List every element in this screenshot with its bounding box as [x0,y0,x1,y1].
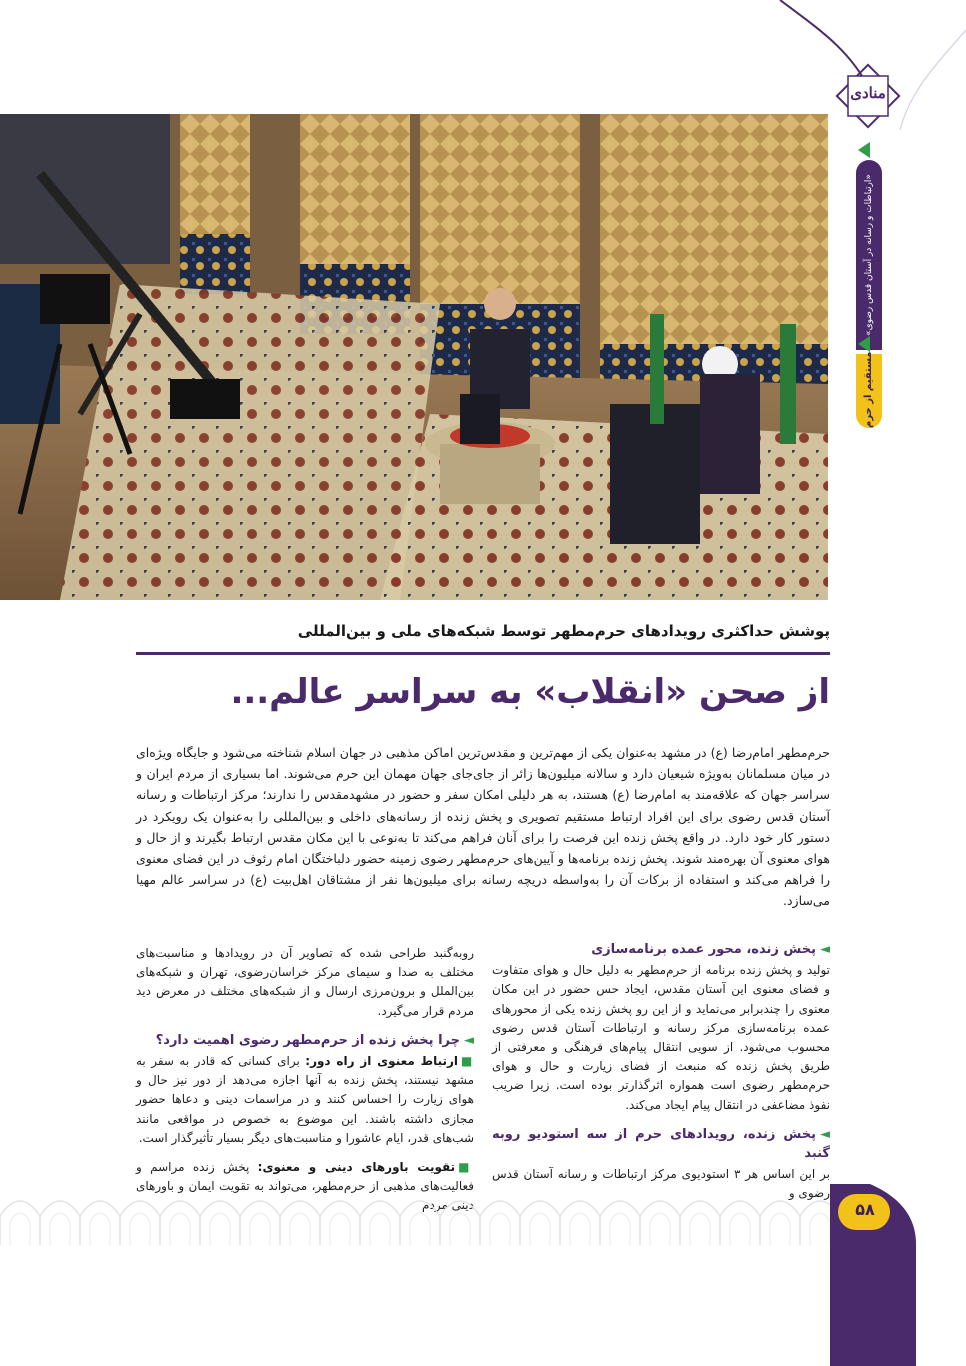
sidebar-title: «ارتباطات و رسانه در آستان قدس رضوی» [864,174,874,336]
section-heading: ◄چرا پخش زنده از حرم‌مطهر رضوی اهمیت دارد؟ [155,1032,474,1048]
section-tab-label: مستقیم از حرم [863,351,874,428]
list-item: ■تقویت باورهای دینی و معنوی: پخش زنده مراسم و [136,1160,474,1175]
triangle-bullet-icon: ◄ [820,942,830,957]
article-lead: حرم‌مطهر امام‌رضا (ع) در مشهد به‌عنوان یکی از مهم‌ترین و مقدس‌ترین اماکن مذهبی در جهان اسلام شناخته می‌شود و جایگاه ویژه‌ای در میان مسلمانان به‌ویژه شیعیان دارد و سالانه میلیون‌ها زائر از جای‌جای جهان مهمان این حرم می‌شوند. اما بسیاری از مردم ایران و سراسر جهان که علاقه‌مند به امام‌رضا (ع) هستند، به هر دلیلی امکان سفر و حضور در مشهدمقدس را ندارند؛ مرکز ارتباطات و رسانه آستان قدس رضوی برای این افراد ارتباط مستقیم تصویری و پخش زنده از رسانه‌های داخلی و بین‌المللی را به‌عنوان یک رویکرد در دستور کار خود دارد. در واقع پخش زنده این فرصت را برای آنان فراهم می‌کند تا به‌نوعی با این مکان مقدس ارتباط بگیرند و از حال و هوای معنوی آن بهره‌مند شوند. پخش زنده برنامه‌ها و آیین‌های حرم‌مطهر رضوی زمینه حضور دلباختگان امام رئوف در این فضای معنوی را فراهم می‌کند و استفاده از برکات آن را به‌واسطه دریچه رسانه برای میلیون‌ها نفر از مشتاقان اهل‌بیت (ع) در سراسر عالم مهیا می‌سازد. [136,745,830,909]
article-kicker: پوشش حداکثری رویدادهای حرم‌مطهر توسط شبکه‌های ملی و بین‌المللی [297,622,830,640]
right-column [492,940,830,1214]
triangle-marker-icon [858,142,870,158]
title-divider [136,652,830,655]
triangle-bullet-icon: ◄ [820,1126,830,1142]
footer-pattern [0,1186,830,1246]
section-heading: ◄پخش زنده، محور عمده برنامه‌سازی [591,942,830,957]
studio-photo-illustration [0,114,828,600]
page-number: ۵۸ [855,1200,875,1219]
triangle-bullet-icon: ◄ [464,1032,474,1048]
section-paragraph: روبه‌گنبد طراحی شده که تصاویر آن در رویدادها و مناسبت‌های مختلف به صدا و سیمای مرکز خراسان‌رضوی، تهران و شبکه‌های بین‌الملل و برون‌مرزی ارسال و از شبکه‌های مختلف در معرض دید مردم قرار می‌گیرد. [136,946,474,1018]
section-heading: ◄پخش زنده، رویدادهای حرم از سه استودیو روبه گنبد [492,1126,830,1162]
logo-text: منادی [850,84,886,102]
list-item: ■ارتباط معنوی از راه دور: برای کسانی که قادر به سفر به مشهد نیستند، پخش زنده به آنها اجازه می‌دهد از دور نیز حال و هوای زیارت را احساس کنند و در مراسمات دینی و دعاها حضور مجازی داشته باشند. این موضوع به خصوص در مواقعی مانند شب‌های قدر، ایام عاشورا و مناسبت‌های دیگر بسیار تأثیرگذار است. [136,1054,474,1145]
left-column [136,944,474,1226]
square-bullet-icon: ■ [461,1054,474,1069]
studio-photo [0,114,828,600]
triangle-marker-icon [858,336,870,352]
square-bullet-icon: ■ [458,1160,474,1175]
article-title: از صحن «انقلاب» به سراسر عالم... [230,672,830,712]
section-paragraph: تولید و پخش زنده برنامه از حرم‌مطهر به دلیل حال و هوای متفاوت و فضای معنوی این آستان مقدس، ایجاد حس حضور در این مکان معنوی را چندبرابر می‌نماید و از این رو پخش زنده یکی از محورهای عمده برنامه‌سازی مرکز رسانه و ارتباطات آستان قدس رضوی محسوب می‌شود. از سویی انتقال پیام‌های فرهنگی و معرفتی از طریق پخش زنده که منبعث از فضای زیارت و حال و هوای حرم‌مطهر رضوی است همواره اثرگذارتر بوده است. زیرا ضریب نفوذ مضاعفی در انتقال پیام ایجاد می‌کند. [492,963,830,1112]
section-paragraph: بر این اساس هر ۳ استودیوی مرکز ارتباطات و رسانه آستان قدس [492,1167,830,1182]
